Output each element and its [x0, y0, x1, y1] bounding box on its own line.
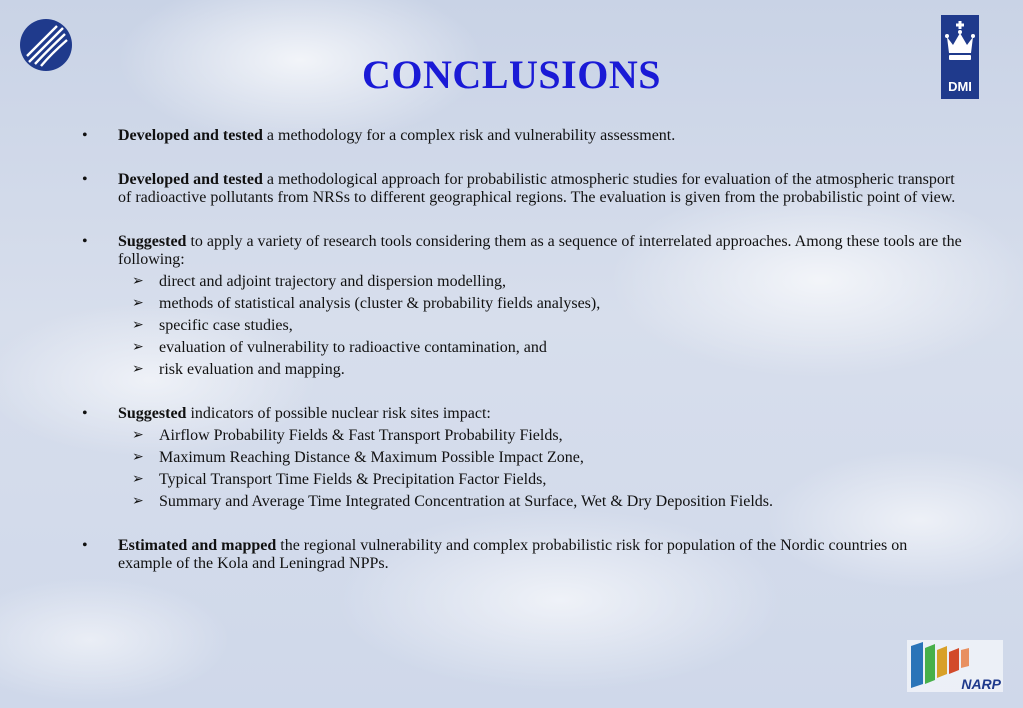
bullet-icon: • [82, 171, 88, 188]
conclusion-keyword: Suggested [118, 233, 187, 250]
conclusions-list [82, 127, 962, 599]
sub-list-text: Summary and Average Time Integrated Concentration at Surface, Wet & Dry Deposition Fields. [159, 493, 773, 510]
sub-list-text: Maximum Reaching Distance & Maximum Possible Impact Zone, [159, 449, 584, 466]
conclusion-keyword: Developed and tested [118, 127, 263, 144]
sub-list-text: risk evaluation and mapping. [159, 361, 345, 378]
conclusion-item [82, 537, 962, 573]
sub-list-text: Airflow Probability Fields & Fast Transport Probability Fields, [159, 427, 563, 444]
bullet-icon: • [82, 405, 88, 422]
sub-list-text: Typical Transport Time Fields & Precipitation Factor Fields, [159, 471, 547, 488]
conclusion-keyword: Estimated and mapped [118, 537, 277, 554]
arrow-bullet-icon: ➢ [132, 428, 144, 443]
arrow-bullet-icon: ➢ [132, 450, 144, 465]
sub-list-text: direct and adjoint trajectory and dispersion modelling, [159, 273, 507, 290]
conclusion-text: to apply a variety of research tools considering them as a sequence of interrelated approaches. Among these tools are the following: [118, 233, 962, 268]
sub-list-text: specific case studies, [159, 317, 293, 334]
conclusion-text: a methodology for a complex risk and vulnerability assessment. [262, 127, 676, 144]
arrow-bullet-icon: ➢ [132, 340, 144, 355]
sub-list [118, 427, 962, 511]
sub-list-item [118, 295, 962, 313]
arrow-bullet-icon: ➢ [132, 318, 144, 333]
conclusion-item [82, 171, 962, 207]
sub-list-item [118, 339, 962, 357]
arrow-bullet-icon: ➢ [132, 296, 144, 311]
conclusion-item [82, 405, 962, 511]
conclusion-keyword: Developed and tested [118, 171, 263, 188]
bullet-icon: • [82, 233, 88, 250]
sub-list-item [118, 317, 962, 335]
arrow-bullet-icon: ➢ [132, 362, 144, 377]
sub-list-text: methods of statistical analysis (cluster & probability fields analyses), [159, 295, 601, 312]
dmi-logo-text: DMI [948, 79, 972, 94]
conclusion-text: a methodological approach for probabilistic atmospheric studies for evaluation of the atmospheric transport of radioactive pollutants from NRSs to different geographical regions. The evaluation is given from the probabilistic point of view. [118, 171, 956, 206]
sub-list [118, 273, 962, 379]
narp-logo [907, 640, 1003, 692]
conclusion-text: indicators of possible nuclear risk sites impact: [186, 405, 491, 422]
conclusion-item [82, 233, 962, 379]
conclusion-text: the regional vulnerability and complex probabilistic risk for population of the Nordic countries on example of the Kola and Leningrad NPPs. [118, 537, 908, 572]
sub-list-item [118, 273, 962, 291]
page-title: CONCLUSIONS [362, 52, 661, 97]
narp-logo-text: NARP [961, 676, 1001, 692]
arrow-bullet-icon: ➢ [132, 274, 144, 289]
sub-list-item [118, 449, 962, 467]
sub-list-item [118, 427, 962, 445]
arrow-bullet-icon: ➢ [132, 494, 144, 509]
sub-list-text: evaluation of vulnerability to radioactive contamination, and [159, 339, 547, 356]
sub-list-item [118, 493, 962, 511]
arrow-bullet-icon: ➢ [132, 472, 144, 487]
conclusion-keyword: Suggested [118, 405, 187, 422]
bullet-icon: • [82, 537, 88, 554]
conclusion-item [82, 127, 962, 145]
bullet-icon: • [82, 127, 88, 144]
sub-list-item [118, 361, 962, 379]
sub-list-item [118, 471, 962, 489]
